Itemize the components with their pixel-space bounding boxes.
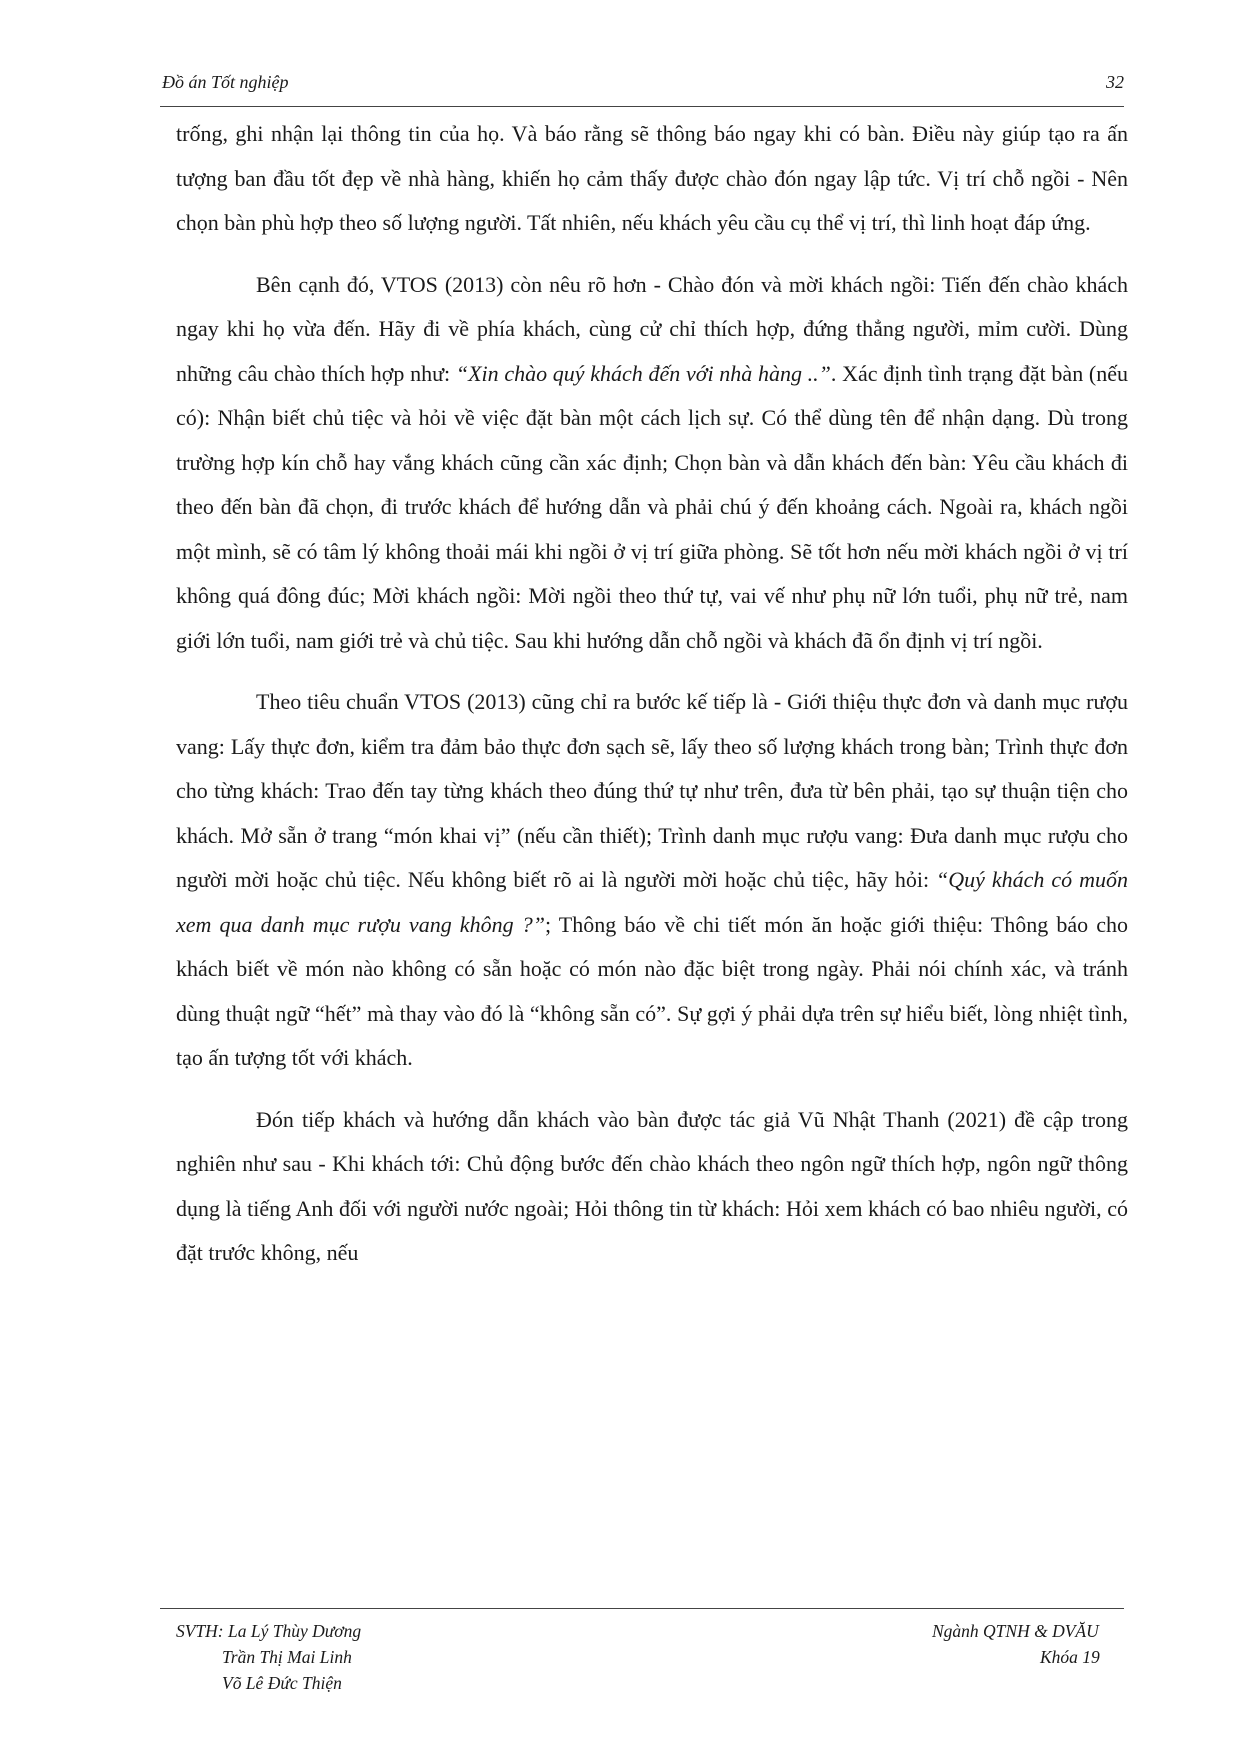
paragraph-2-quote: “Xin chào quý khách đến với nhà hàng ..” [455,360,831,386]
author-1: SVTH: La Lý Thùy Dương [176,1621,362,1641]
paragraph-2-text-cont: . Xác định tình trạng đặt bàn (nếu có): Nhận biết chủ tiệc và hỏi về việc đặt bàn một cách lịch sự. Có thể dùng tên để nhận dạng. Dù trong trường hợp kín chỗ hay vắng khách cũng cần xác định; Chọn bàn và dẫn khách đến bàn: Yêu cầu khách đi theo đến bàn đã chọn, đi trước khách để hướng dẫn và phải chú ý đến khoảng cách. Ngoài ra, khách ngồi một mình, sẽ có tâm lý không thoải mái khi ngồi ở vị trí giữa phòng. Sẽ tốt hơn nếu mời khách ngồi ở vị trí không quá đông đúc; Mời khách ngồi: Mời ngồi theo thứ tự, vai vế như phụ nữ lớn tuổi, phụ nữ trẻ, nam giới lớn tuổi, nam giới trẻ và chủ tiệc. Sau khi hướng dẫn chỗ ngồi và khách đã ổn định vị trí ngồi. [176,360,1128,653]
paragraph-1 [176,112,1128,246]
header-title: Đồ án Tốt nghiệp [162,72,289,92]
header-divider [160,106,1124,107]
author-3: Võ Lê Đức Thiện [222,1673,342,1693]
footer-divider [160,1608,1124,1609]
footer-authors [176,1618,361,1696]
paragraph-4-text: Đón tiếp khách và hướng dẫn khách vào bàn được tác giả Vũ Nhật Thanh (2021) đề cập trong nghiên như sau - Khi khách tới: Chủ động bước đến chào khách theo ngôn ngữ thích hợp, ngôn ngữ thông dụng là tiếng Anh đối với người nước ngoài; Hỏi thông tin từ khách: Hỏi xem khách có bao nhiêu người, có đặt trước không, nếu [176,1106,1128,1265]
paragraph-3-quote: “Quý khách có muốn xem qua danh mục rượu vang không ?” [176,867,1128,937]
page-header [162,72,1124,106]
paragraph-3-text: Theo tiêu chuẩn VTOS (2013) cũng chỉ ra bước kế tiếp là - Giới thiệu thực đơn và danh mục rượu vang: Lấy thực đơn, kiểm tra đảm bảo thực đơn sạch sẽ, lấy theo số lượng khách trong bàn; Trình thực đơn cho từng khách: Trao đến tay từng khách theo đúng thứ tự như trên, đưa từ bên phải, tạo sự thuận tiện cho khách. Mở sẵn ở trang “món khai vị” (nếu cần thiết); Trình danh mục rượu vang: Đưa danh mục rượu cho người mời hoặc chủ tiệc. Nếu không biết rõ ai là người mời hoặc chủ tiệc, hãy hỏi: [176,689,1128,892]
paragraph-3-text-cont: ; Thông báo về chi tiết món ăn hoặc giới thiệu: Thông báo cho khách biết về món nào không có sẵn hoặc có món nào đặc biệt trong ngày. Phải nói chính xác, và tránh dùng thuật ngữ “hết” mà thay vào đó là “không sẵn có”. Sự gợi ý phải dựa trên sự hiểu biết, lòng nhiệt tình, tạo ấn tượng tốt với khách. [176,911,1128,1070]
paragraph-4 [176,1098,1128,1276]
page-number: 32 [1106,72,1124,92]
paragraph-2 [176,263,1128,664]
paragraph-2-text: Bên cạnh đó, VTOS (2013) còn nêu rõ hơn - Chào đón và mời khách ngồi: Tiến đến chào khách ngay khi họ vừa đến. Hãy đi về phía khách, cùng cử chỉ thích hợp, đứng thẳng người, mỉm cười. Dùng những câu chào thích hợp như: [176,271,1128,386]
paragraph-1-text: trống, ghi nhận lại thông tin của họ. Và báo rằng sẽ thông báo ngay khi có bàn. Điều này giúp tạo ra ấn tượng ban đầu tốt đẹp về nhà hàng, khiến họ cảm thấy được chào đón ngay lập tức. Vị trí chỗ ngồi - Nên chọn bàn phù hợp theo số lượng người. Tất nhiên, nếu khách yêu cầu cụ thể vị trí, thì linh hoạt đáp ứng. [176,121,1128,235]
paragraph-3 [176,680,1128,1081]
body-text [176,112,1128,1293]
course-label: Khóa 19 [1040,1647,1100,1667]
footer-course-info [932,1618,1132,1670]
department-label: Ngành QTNH & DVĂU [932,1621,1099,1641]
author-2: Trần Thị Mai Linh [222,1647,352,1667]
